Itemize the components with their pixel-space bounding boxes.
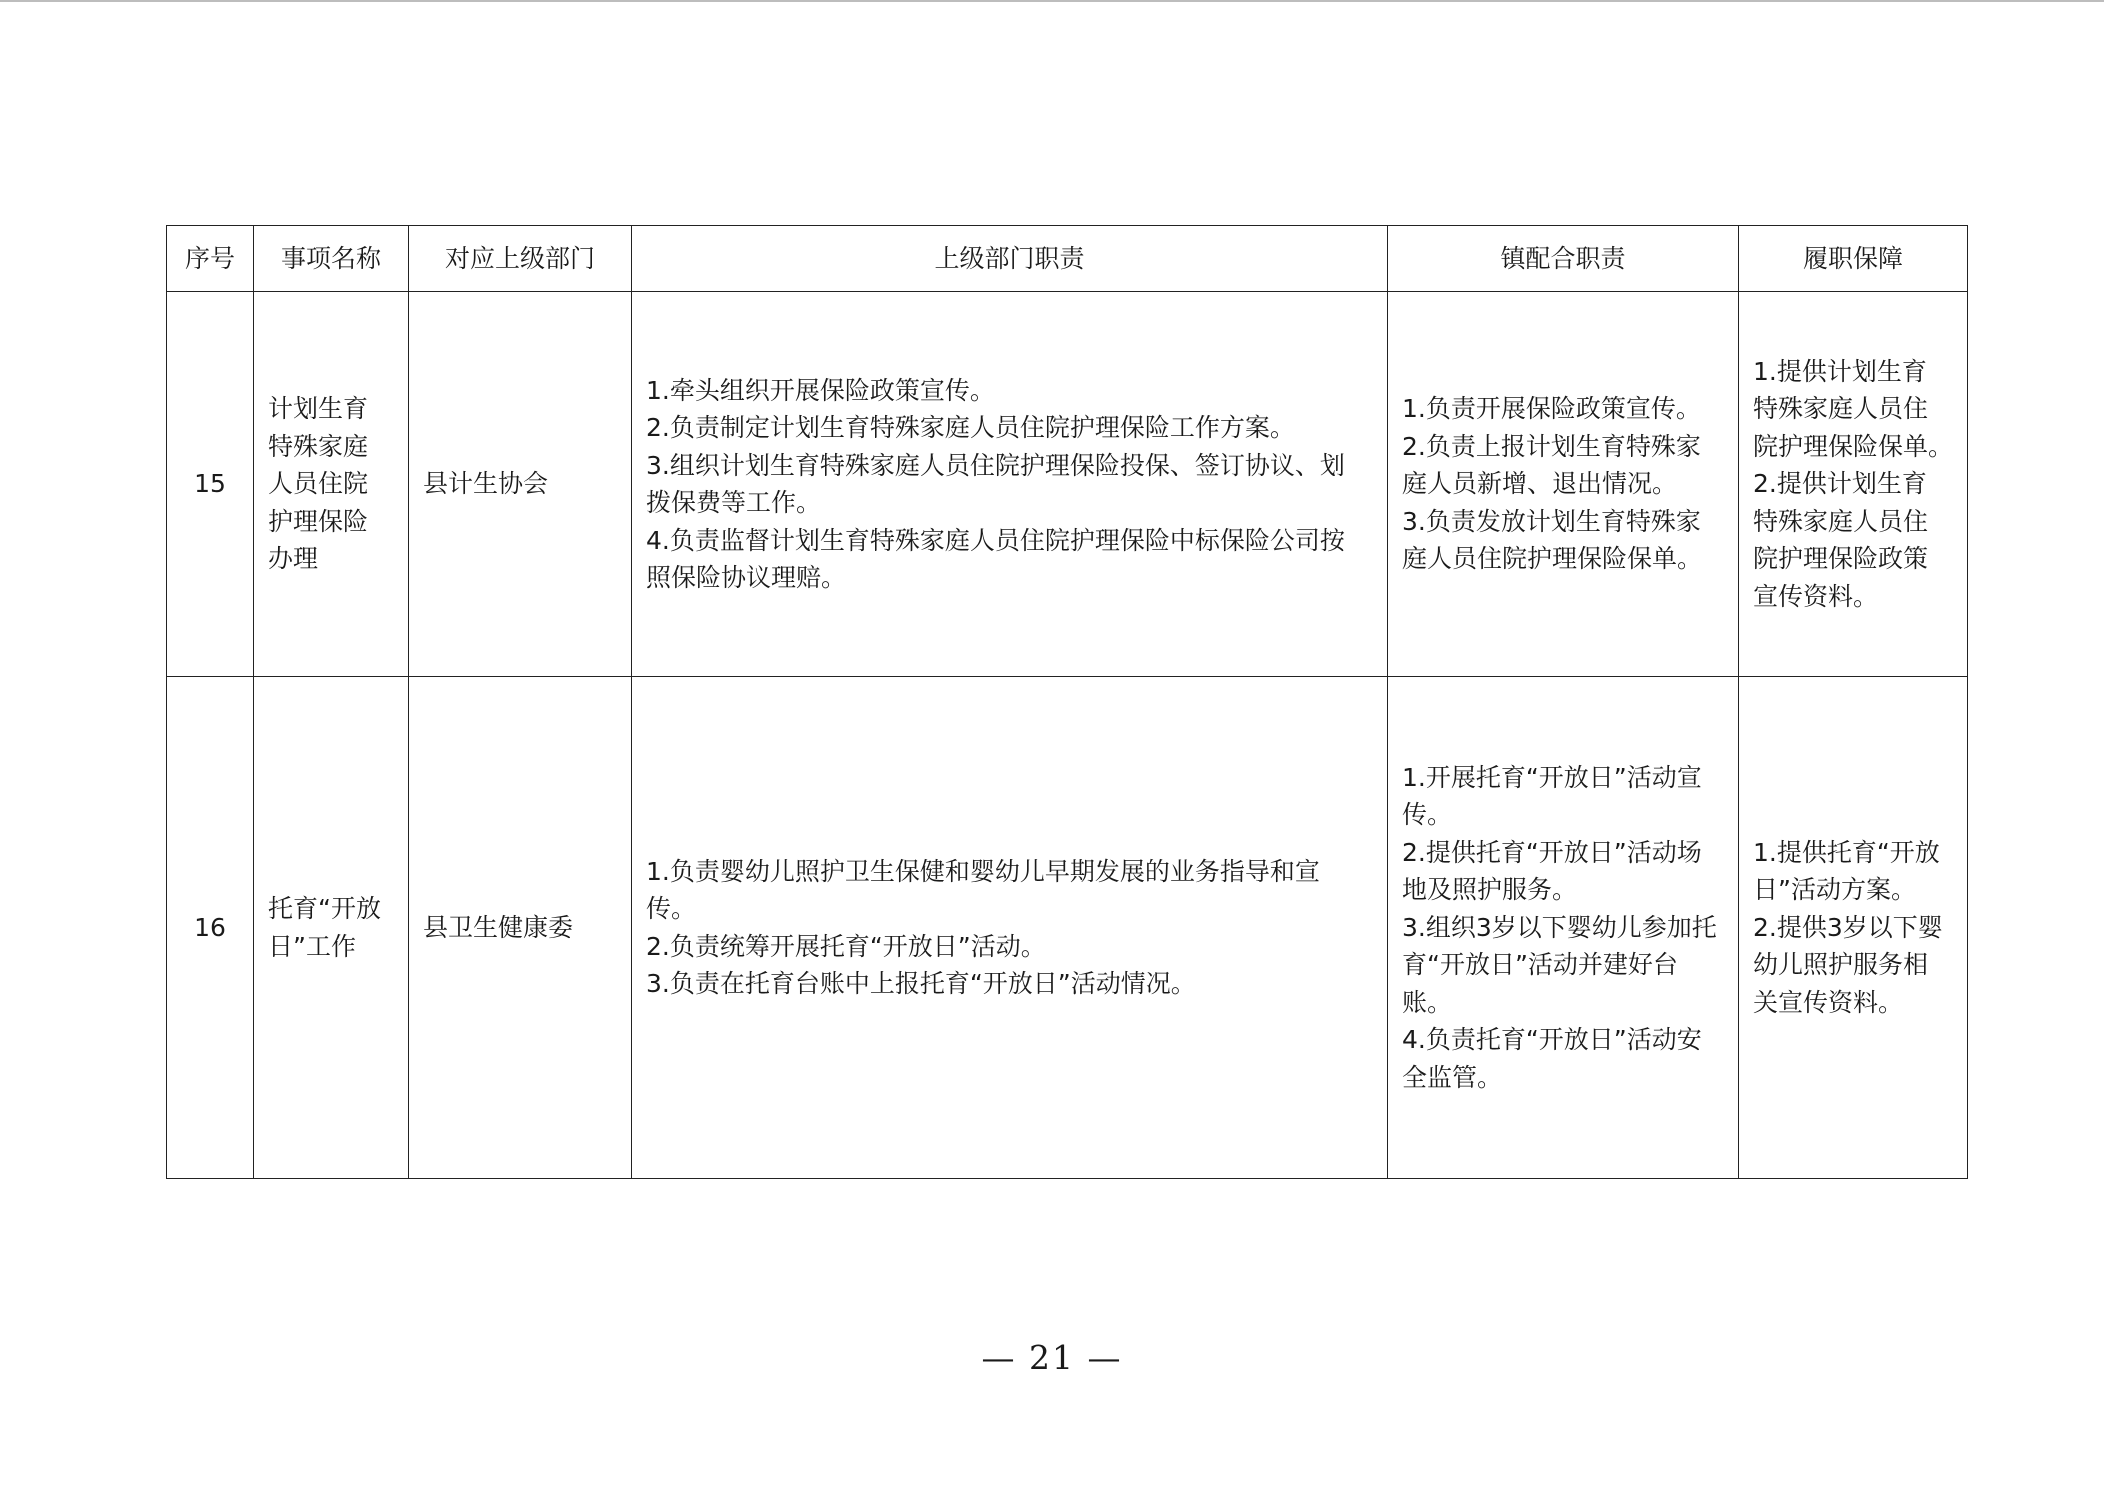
- header-town-duties: 镇配合职责: [1388, 226, 1739, 292]
- cell-line: 拨保费等工作。: [646, 488, 822, 517]
- cell-line: 托育“开放: [268, 894, 381, 923]
- cell-line: 传。: [646, 894, 697, 923]
- cell-line: 育“开放日”活动并建好台: [1402, 950, 1678, 980]
- cell-line: 办理: [268, 544, 319, 574]
- cell-line: 1.负责开展保险政策宣传。: [1402, 394, 1701, 424]
- cell-line: 4.负责监督计划生育特殊家庭人员住院护理保险中标保险公司按: [646, 525, 1345, 555]
- cell-line: 2.负责统筹开展托育“开放日”活动。: [646, 931, 1046, 961]
- cell-line: 2.负责上报计划生育特殊家: [1402, 431, 1701, 461]
- cell-line: 全监管。: [1402, 1062, 1503, 1092]
- cell-line: 院护理保险政策: [1753, 544, 1929, 574]
- cell-line: 对应上级: [444, 244, 545, 273]
- cell-line: 1.牵头组织开展保险政策宣传。: [646, 375, 995, 405]
- cell-line: 传。: [1402, 800, 1453, 830]
- cell-line: 部门: [545, 244, 596, 273]
- item-name-cell: [254, 677, 409, 1179]
- cell-line: 2.负责制定计划生育特殊家庭人员住院护理保险工作方案。: [646, 413, 1295, 442]
- header-no: 序号: [167, 226, 254, 292]
- table-row: [167, 292, 1968, 677]
- cell-line: 3.组织3岁以下婴幼儿参加托: [1402, 912, 1717, 942]
- row-number: 15: [167, 292, 254, 677]
- cell-line: 4.负责托育“开放日”活动安: [1402, 1025, 1702, 1055]
- duty-table: [166, 225, 1968, 1179]
- header-superior-duties: 上级部门职责: [632, 226, 1388, 292]
- cell-line: 1.提供计划生育: [1753, 356, 1927, 386]
- cell-line: 3.负责发放计划生育特殊家: [1402, 506, 1701, 536]
- superior-dept-cell: 县计生协会: [409, 292, 632, 677]
- cell-line: 幼儿照护服务相: [1753, 950, 1929, 980]
- cell-line: 3.负责在托育台账中上报托育“开放日”活动情况。: [646, 969, 1196, 998]
- cell-line: 日”活动方案。: [1753, 875, 1916, 905]
- cell-line: 护理保险: [268, 506, 369, 536]
- page-top-rule: [0, 0, 2104, 2]
- header-item-name: [254, 226, 409, 292]
- page-number: — 21 —: [981, 1338, 1123, 1377]
- cell-line: 特殊家庭: [268, 431, 369, 461]
- town-duties-cell: [1388, 292, 1739, 677]
- cell-line: 照保险协议理赔。: [646, 563, 847, 592]
- superior-duties-cell: [632, 292, 1388, 677]
- cell-line: 3.组织计划生育特殊家庭人员住院护理保险投保、签订协议、划: [646, 450, 1345, 480]
- cell-line: 日”工作: [268, 931, 356, 961]
- guarantees-cell: [1739, 677, 1968, 1179]
- cell-line: 1.负责婴幼儿照护卫生保健和婴幼儿早期发展的业务指导和宣: [646, 856, 1320, 886]
- cell-line: 庭人员住院护理保险保单。: [1402, 544, 1703, 574]
- header-guarantees: 履职保障: [1739, 226, 1968, 292]
- cell-line: 计划生育: [268, 394, 369, 424]
- cell-line: 人员住院: [268, 469, 369, 499]
- guarantees-cell: [1739, 292, 1968, 677]
- town-duties-cell: [1388, 677, 1739, 1179]
- table-header-row: [167, 226, 1968, 292]
- table-row: [167, 677, 1968, 1179]
- cell-line: 庭人员新增、退出情况。: [1402, 469, 1678, 499]
- cell-line: 账。: [1402, 987, 1453, 1017]
- cell-line: 1.提供托育“开放: [1753, 837, 1940, 867]
- header-superior-dept: [409, 226, 632, 292]
- cell-line: 特殊家庭人员住: [1753, 394, 1929, 424]
- cell-line: 关宣传资料。: [1753, 987, 1904, 1017]
- cell-line: 宣传资料。: [1753, 581, 1879, 611]
- superior-duties-cell: [632, 677, 1388, 1179]
- cell-line: 地及照护服务。: [1402, 875, 1578, 905]
- cell-line: 2.提供托育“开放日”活动场: [1402, 837, 1702, 867]
- cell-line: 2.提供3岁以下婴: [1753, 912, 1943, 942]
- item-name-cell: [254, 292, 409, 677]
- cell-line: 名称: [331, 244, 382, 273]
- superior-dept-cell: 县卫生健康委: [409, 677, 632, 1179]
- cell-line: 事项: [280, 244, 331, 273]
- cell-line: 院护理保险保单。: [1753, 431, 1954, 461]
- row-number: 16: [167, 677, 254, 1179]
- cell-line: 特殊家庭人员住: [1753, 506, 1929, 536]
- cell-line: 2.提供计划生育: [1753, 469, 1927, 499]
- cell-line: 1.开展托育“开放日”活动宣: [1402, 762, 1702, 792]
